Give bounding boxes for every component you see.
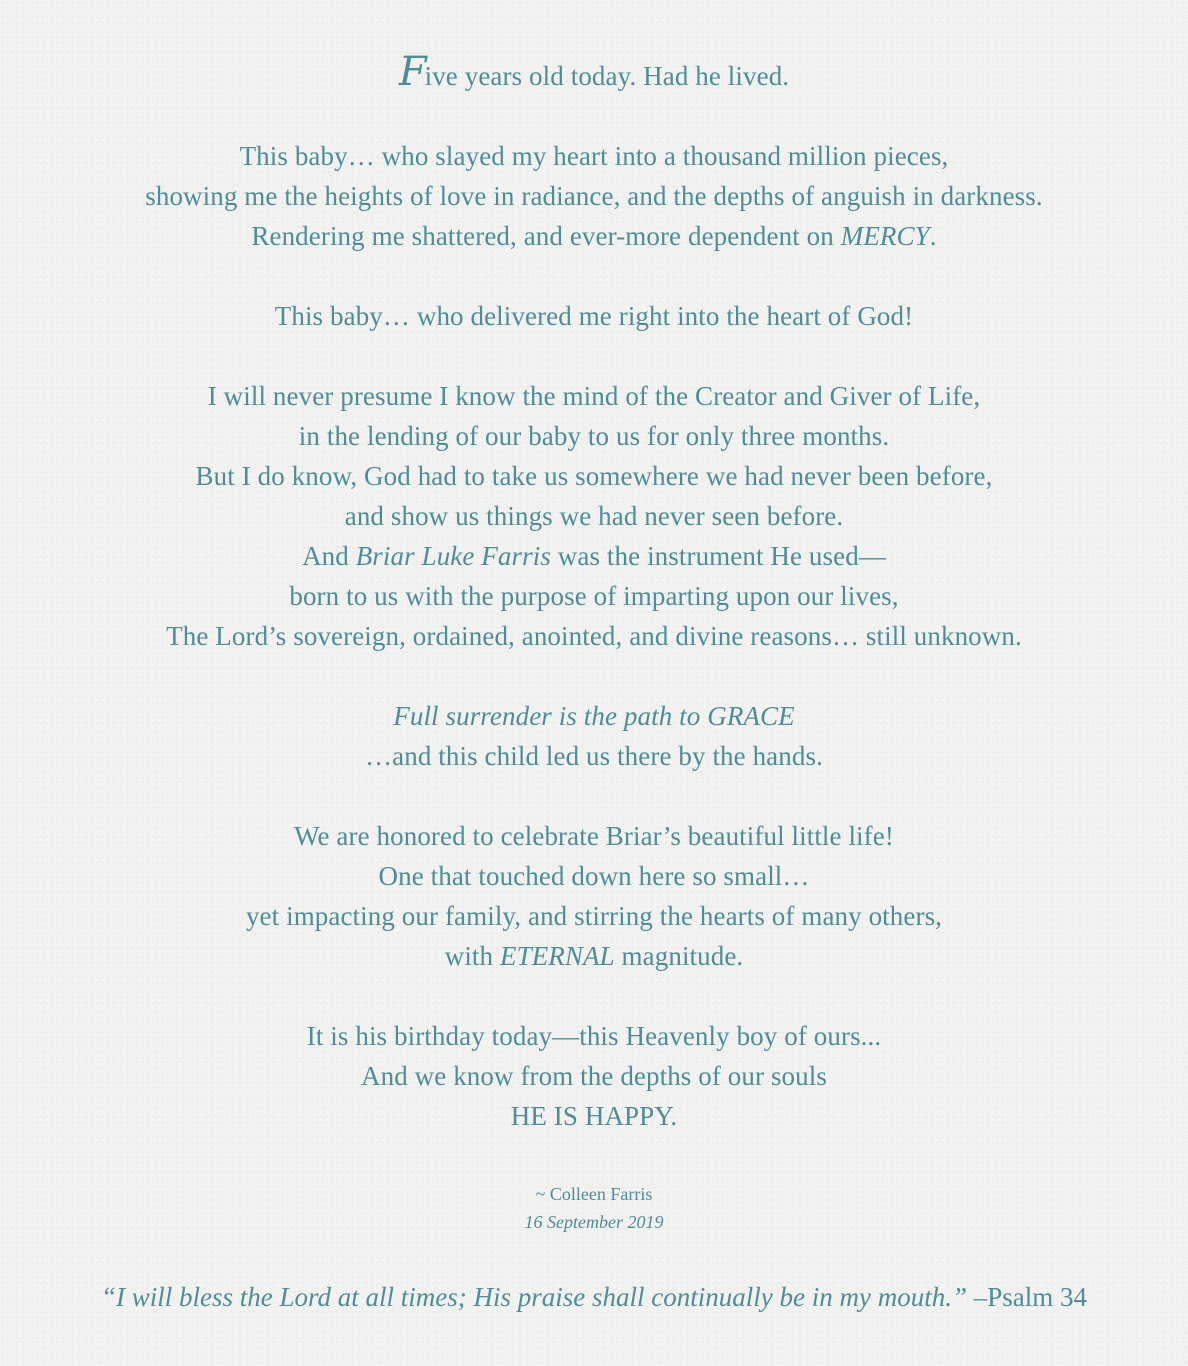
poem bbox=[0, 49, 1188, 1176]
child-name-emphasis: Briar Luke Farris bbox=[355, 541, 551, 571]
stanza-5-line-1: We are honored to celebrate Briar’s beautiful little life! bbox=[294, 821, 894, 851]
stanza-2-line-1: This baby… who delivered me right into the heart of God! bbox=[274, 301, 914, 331]
stanza-3-line-5-post: was the instrument He used— bbox=[550, 541, 886, 571]
signature-author: ~ Colleen Farris bbox=[535, 1184, 653, 1204]
stanza-3-line-5 bbox=[0, 536, 1188, 576]
stanza-1-line-3-pre: Rendering me shattered, and ever-more dependent on bbox=[251, 221, 841, 251]
stanza-6-line-2: And we know from the depths of our souls bbox=[361, 1061, 827, 1091]
stanza-1-line-3 bbox=[0, 216, 1188, 256]
opening-text: ive years old today. Had he lived. bbox=[424, 61, 790, 91]
stanza-5-line-2: One that touched down here so small… bbox=[378, 861, 810, 891]
dropcap-letter: F bbox=[398, 49, 425, 95]
stanza-4-line-1: Full surrender is the path to GRACE bbox=[393, 701, 795, 731]
stanza-3-line-1: I will never presume I know the mind of the Creator and Giver of Life, bbox=[207, 381, 981, 411]
stanza-5-line-3: yet impacting our family, and stirring the hearts of many others, bbox=[245, 901, 943, 931]
stanza-5-line-4 bbox=[0, 936, 1188, 976]
stanza-5-line-4-post: magnitude. bbox=[614, 941, 744, 971]
stanza-3-line-2: in the lending of our baby to us for only three months. bbox=[298, 421, 890, 451]
stanza-3-line-6: born to us with the purpose of imparting upon our lives, bbox=[289, 581, 899, 611]
scripture-quote bbox=[0, 1279, 1188, 1315]
stanza-6-line-1: It is his birthday today—this Heavenly boy of ours... bbox=[306, 1021, 882, 1051]
scripture-text: “I will bless the Lord at all times; His praise shall continually be in my mouth.” bbox=[100, 1282, 967, 1312]
signature-block bbox=[0, 1180, 1188, 1236]
stanza-1 bbox=[0, 136, 1188, 256]
signature-date: 16 September 2019 bbox=[524, 1212, 664, 1232]
mercy-emphasis: MERCY bbox=[840, 221, 930, 251]
stanza-2 bbox=[0, 296, 1188, 336]
stanza-3-line-5-pre: And bbox=[302, 541, 356, 571]
stanza-5 bbox=[0, 816, 1188, 976]
stanza-3-line-3: But I do know, God had to take us somewhere we had never been before, bbox=[195, 461, 993, 491]
opening-line bbox=[0, 49, 1188, 96]
stanza-1-line-2: showing me the heights of love in radiance, and the depths of anguish in darkness. bbox=[145, 181, 1043, 211]
stanza-1-line-3-post: . bbox=[929, 221, 937, 251]
stanza-3 bbox=[0, 376, 1188, 656]
stanza-5-line-4-pre: with bbox=[444, 941, 500, 971]
stanza-3-line-4: and show us things we had never seen before. bbox=[344, 501, 844, 531]
stanza-1-line-1: This baby… who slayed my heart into a thousand million pieces, bbox=[239, 141, 949, 171]
stanza-3-line-7: The Lord’s sovereign, ordained, anointed, and divine reasons… still unknown. bbox=[166, 621, 1022, 651]
stanza-4-line-2: …and this child led us there by the hands. bbox=[365, 741, 823, 771]
stanza-4 bbox=[0, 696, 1188, 776]
scripture-reference: –Psalm 34 bbox=[966, 1282, 1087, 1312]
stanza-6 bbox=[0, 1016, 1188, 1136]
eternal-emphasis: ETERNAL bbox=[499, 941, 615, 971]
opening-stanza bbox=[0, 49, 1188, 96]
stanza-6-line-3: HE IS HAPPY. bbox=[510, 1101, 678, 1131]
